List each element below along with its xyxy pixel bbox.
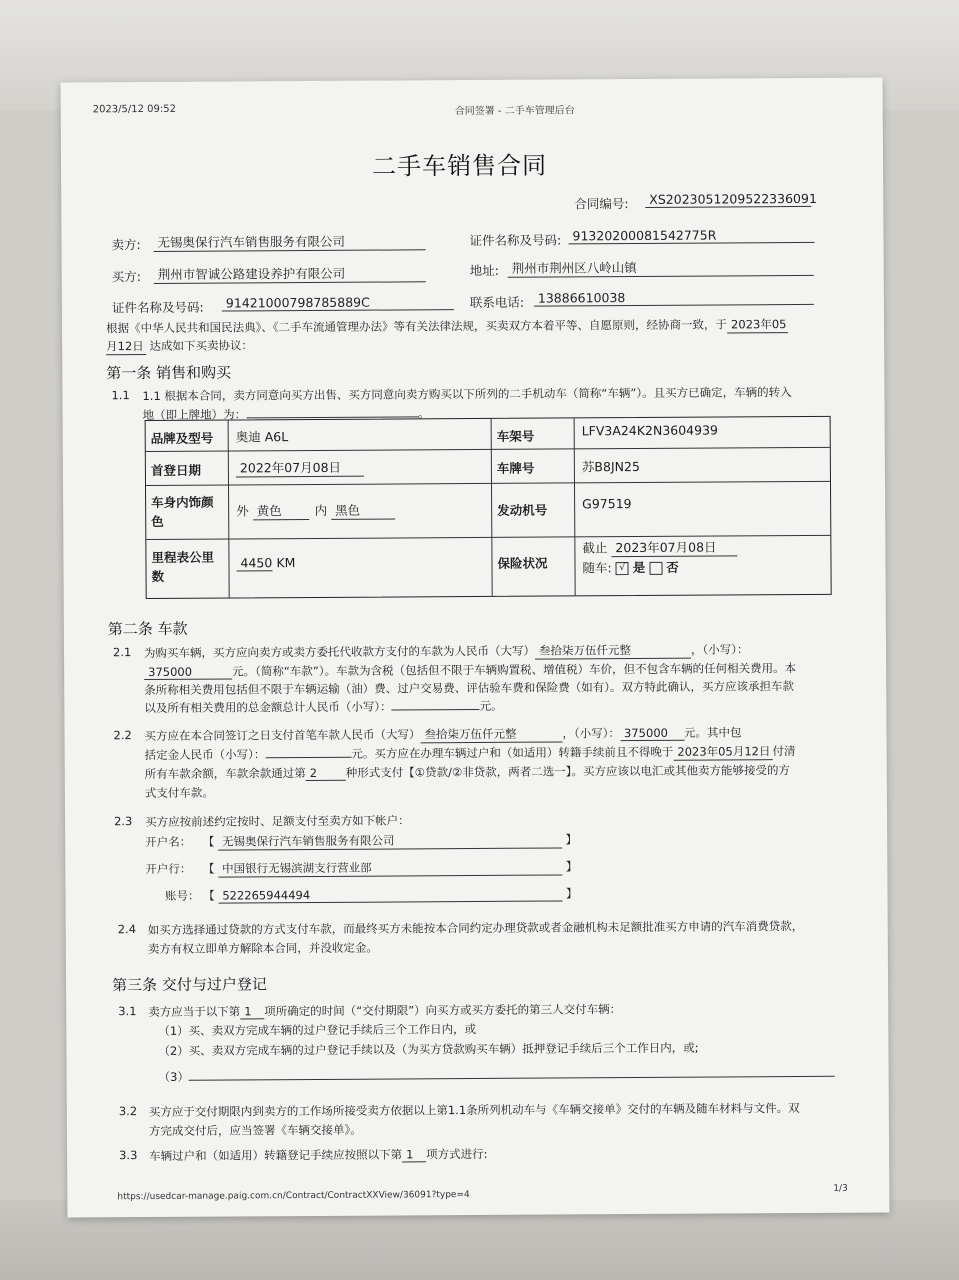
clause-2-2-num: 2.2 xyxy=(113,728,132,743)
engine-value: G97519 xyxy=(582,496,632,512)
color-label-a: 车身内饰颜 xyxy=(151,494,214,510)
contract-title: 二手车销售合同 xyxy=(371,151,548,181)
buyer-label: 买方: xyxy=(111,269,141,285)
buyer-value: 荆州市智诚公路建设养护有限公司 xyxy=(154,263,426,284)
plate-value: 苏B8JN25 xyxy=(581,458,640,475)
phone-value: 13886610038 xyxy=(534,289,814,307)
color-values: 外 黄色 内 黑色 xyxy=(236,500,395,520)
clause-3-1-item-2: （2）买、卖双方完成车辆的过户登记手续以及（为买方贷款购买车辆）抵押登记手续后三个工作日内，或; xyxy=(158,1040,699,1058)
clause-3-1-text: 卖方应当于以下第 1 项所确定的时间（“交付期限”）向买方或买方委托的第三人交付车辆： xyxy=(148,1002,622,1020)
clause-2-2-line-1: 买方应在本合同签订之日支付首笔车款人民币（大写） 叁拾柒万伍仟元整 ，（小写）： 375000 元。其中包 xyxy=(144,725,742,744)
article-3-title: 第三条 交付与过户登记 xyxy=(112,975,267,995)
clause-2-1-line-4: 以及所有相关费用的总金额总计人民币（小写）： 元。 xyxy=(144,698,503,716)
clause-3-2-line-2: 方完成交付后，应当签署《车辆交接单》。 xyxy=(148,1122,362,1139)
color-label-b: 色 xyxy=(151,513,164,529)
intro-line-2: 月12日 达成如下买卖协议： xyxy=(106,338,253,354)
seller-id-label: 证件名称及号码: xyxy=(469,232,562,249)
vin-value: LFV3A24K2N3604939 xyxy=(581,422,719,439)
vehicle-info-table xyxy=(145,416,832,599)
buyer-id-label: 证件名称及号码: xyxy=(111,299,204,316)
phone-label: 联系电话: xyxy=(469,294,525,311)
address-label: 地址: xyxy=(469,262,499,279)
intro-line-1: 根据《中华人民共和国民法典》、《二手车流通管理办法》等有关法律法规，买卖双方本着平等、自愿原则，经协商一致，于 2023年05 xyxy=(106,316,788,337)
vin-label: 车架号 xyxy=(496,428,535,444)
checkbox-no xyxy=(649,562,662,575)
print-url: https://usedcar-manage.paig.com.cn/Contract/ContractXXView/36091?type=4 xyxy=(117,1190,470,1203)
clause-2-4-line-2: 卖方有权立即单方解除本合同，并没收定金。 xyxy=(147,940,378,957)
contract-paper xyxy=(61,77,890,1217)
mileage-label-a: 里程表公里 xyxy=(151,549,215,565)
clause-2-3-num: 2.3 xyxy=(114,814,133,829)
insurance-label: 保险状况 xyxy=(497,555,548,571)
brand-label: 品牌及型号 xyxy=(150,430,214,446)
clause-1-1-text-b: 地（即上牌地）为： 。 xyxy=(142,406,430,423)
account-name-row: 开户名： 【 无锡奥保行汽车销售服务有限公司 】 xyxy=(145,832,578,850)
seller-id-value: 91320200081542775R xyxy=(568,227,814,245)
seller-value: 无锡奥保行汽车销售服务有限公司 xyxy=(153,231,425,252)
clause-3-2-num: 3.2 xyxy=(118,1104,138,1119)
article-2-title: 第二条 车款 xyxy=(107,619,188,639)
engine-label: 发动机号 xyxy=(497,502,548,518)
clause-2-2-line-3: 所有车款余额，车款余款通过第 2 种形式支付【①贷款/②非贷款，两者二选一】。买方应该以电汇或其他卖方能够接受的方 xyxy=(144,763,791,782)
clause-1-1-num: 1.1 xyxy=(111,388,130,403)
mileage-value: 4450 KM xyxy=(236,555,295,571)
contract-no-value: XS2023051209522336091 xyxy=(645,191,811,208)
clause-2-4-num: 2.4 xyxy=(117,922,137,937)
insurance-until: 截止 2023年07月08日 xyxy=(582,537,737,557)
clause-3-3-text: 车辆过户和（如适用）转籍登记手续应按照以下第 1 项方式进行: xyxy=(149,1146,488,1164)
clause-2-1-num: 2.1 xyxy=(112,645,132,660)
contract-no-label: 合同编号: xyxy=(574,196,629,212)
seller-label: 卖方: xyxy=(111,237,141,253)
clause-2-1-line-1: 为购买车辆，买方应向卖方或卖方委托代收款方支付的车款为人民币（大写） 叁拾柒万伍仟元整 ，（小写）： xyxy=(143,642,749,661)
mileage-label-b: 数 xyxy=(151,568,165,584)
clause-3-1-item-3: （3） xyxy=(159,1065,835,1085)
print-page-title: 合同签署 - 二手车管理后台 xyxy=(454,105,575,118)
account-bank-row: 开户行： 【 中国银行无锡滨湖支行营业部 】 xyxy=(145,859,578,877)
clause-2-2-line-2: 括定金人民币（小写）： 元。买方应在办理车辆过户和（如适用）转籍手续前且不得晚于 2023年05月12日 付清 xyxy=(144,744,796,763)
plate-label: 车牌号 xyxy=(496,460,535,476)
reg-date-value: 2022年07月08日 xyxy=(236,458,364,478)
insurance-with-car: 随车: √ 是 否 xyxy=(582,559,679,576)
account-no-row: 账号： 【 522265944494 】 xyxy=(164,886,578,903)
clause-2-4-line-1: 如买方选择通过贷款的方式支付车款，而最终买方未能按本合同约定办理贷款或者金融机构未足额批准买方申请的汽车消费贷款， xyxy=(147,919,804,938)
reg-date-label: 首登日期 xyxy=(150,462,201,478)
clause-3-3-num: 3.3 xyxy=(119,1148,138,1163)
clause-3-1-num: 3.1 xyxy=(118,1004,137,1019)
clause-2-2-line-4: 式支付车款。 xyxy=(144,785,214,801)
clause-2-1-line-2: 375000 元。（简称“车款”）。车款为含税（包括但不限于车辆购置税、增值税）车价，但不包含车辆的任何相关费用。本 xyxy=(144,660,796,680)
address-value: 荆州市荆州区八岭山镇 xyxy=(508,257,814,278)
clause-3-1-item-1: （1）买、卖双方完成车辆的过户登记手续后三个工作日内，或 xyxy=(158,1022,477,1038)
clause-1-1-text-a: 1.1 根据本合同，卖方同意向买方出售、买方同意向卖方购买以下所列的二手机动车（简称“车辆”）。且买方已确定，车辆的转入 xyxy=(142,385,792,404)
article-1-title: 第一条 销售和购买 xyxy=(106,363,232,383)
checkbox-yes: √ xyxy=(616,562,629,575)
clause-2-1-line-3: 条所称相关费用包括但不限于车辆运输（油）费、过户交易费、评估验车费和保险费（如有）。双方特此确认，买方应该承担车款 xyxy=(144,679,795,698)
brand-value: 奥迪 A6L xyxy=(235,429,289,445)
clause-3-2-line-1: 买方应于交付期限内到卖方的工作场所接受卖方依据以上第1.1条所列机动车与《车辆交接单》交付的车辆及随车材料与文件。双 xyxy=(148,1101,800,1120)
page-number: 1/3 xyxy=(833,1183,848,1194)
clause-2-3-text: 买方应按前述约定按时、足额支付至卖方如下帐户： xyxy=(145,813,410,830)
print-datetime: 2023/5/12 09:52 xyxy=(92,103,177,116)
buyer-id-value: 91421000798785889C xyxy=(222,294,454,311)
